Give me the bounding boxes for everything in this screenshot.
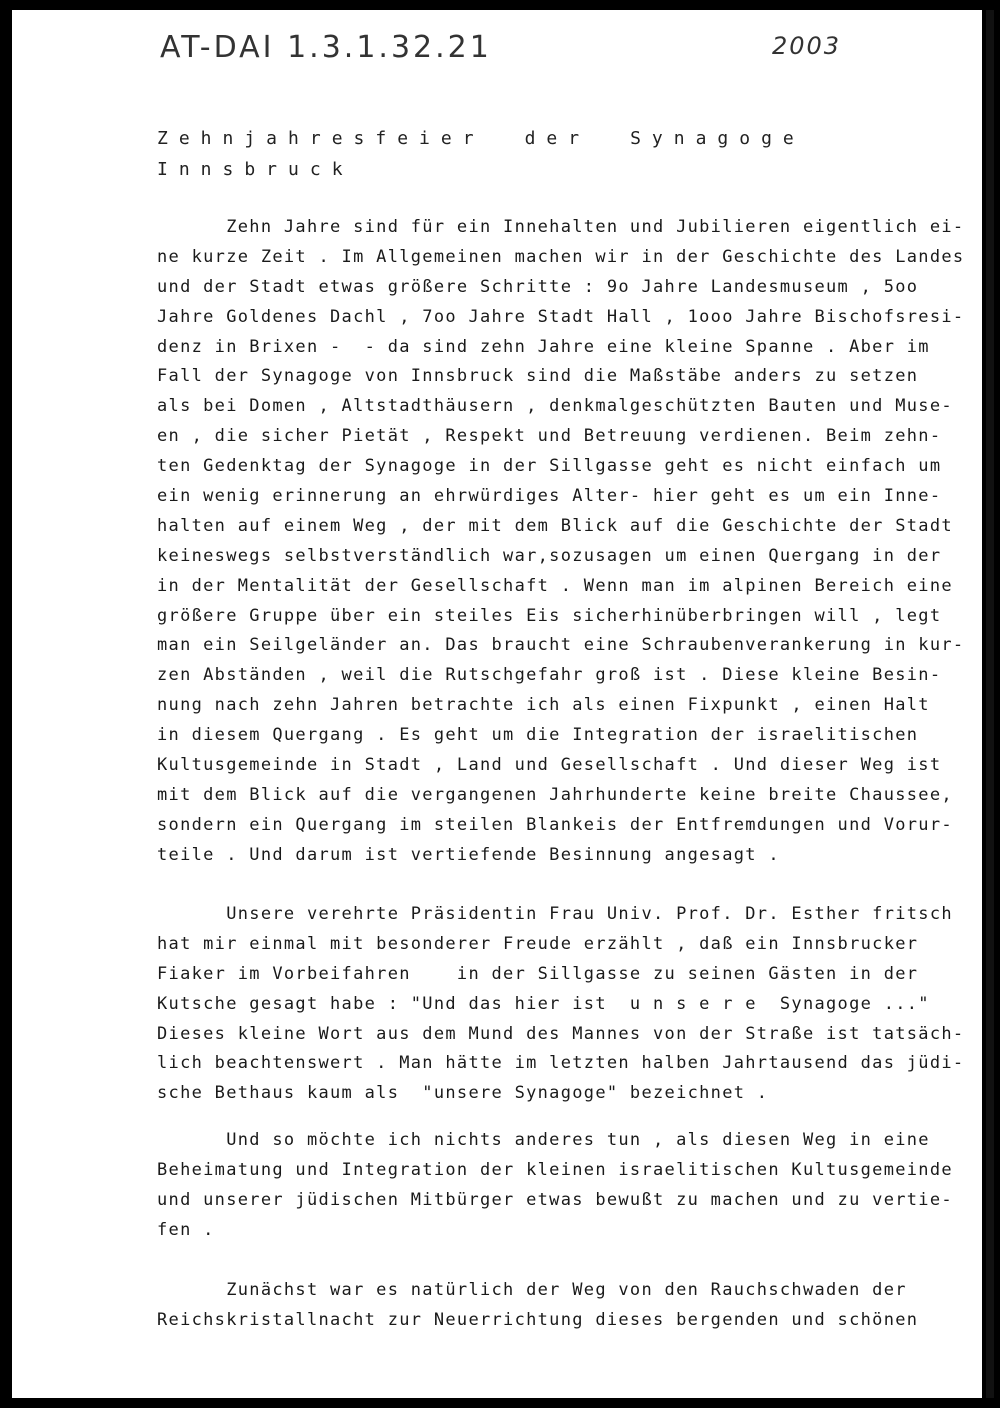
text-line: sondern ein Quergang im steilen Blankeis der Entfremdungen und Vorur- xyxy=(157,814,953,835)
text-line: als bei Domen , Altstadthäusern , denkmalgeschützten Bauten und Muse- xyxy=(157,396,953,417)
text-line: Dieses kleine Wort aus dem Mund des Mannes von der Straße ist tatsäch- xyxy=(157,1023,965,1044)
title-word-1: Zehnjahresfeier xyxy=(157,128,485,149)
text-line: Jahre Goldenes Dachl , 7oo Jahre Stadt Hall , 1ooo Jahre Bischofsresi- xyxy=(157,306,965,327)
text-line: sche Bethaus kaum als "unsere Synagoge" bezeichnet . xyxy=(157,1083,769,1104)
text-line: größere Gruppe über ein steiles Eis sicherhinüberbringen will , legt xyxy=(157,605,942,626)
document-title xyxy=(157,123,937,185)
text-line: ein wenig erinnerung an ehrwürdiges Alter- hier geht es um ein Inne- xyxy=(157,486,942,507)
paragraph-2 xyxy=(157,900,992,1109)
paragraph-3 xyxy=(157,1126,992,1246)
text-line: und unserer jüdischen Mitbürger etwas bewußt zu machen und zu vertie- xyxy=(157,1189,953,1210)
text-line: teile . Und darum ist vertiefende Besinnung angesagt . xyxy=(157,844,780,865)
text-line: Zehn Jahre sind für ein Innehalten und Jubilieren eigentlich ei- xyxy=(157,217,965,237)
title-word-2: der xyxy=(524,128,591,149)
text-line: en , die sicher Pietät , Respekt und Betreuung verdienen. Beim zehn- xyxy=(157,426,942,447)
text-line: Fiaker im Vorbeifahren in der Sillgasse zu seinen Gästen in der xyxy=(157,963,919,984)
text-line: Reichskristallnacht zur Neuerrichtung dieses bergenden und schönen xyxy=(157,1309,919,1330)
text-line: halten auf einem Weg , der mit dem Blick auf die Geschichte der Stadt xyxy=(157,515,953,536)
text-line: in diesem Quergang . Es geht um die Integration der israelitischen xyxy=(157,725,919,746)
document-page xyxy=(12,10,982,1398)
title-line-1 xyxy=(157,123,937,154)
text-line: ne kurze Zeit . Im Allgemeinen machen wir in der Geschichte des Landes xyxy=(157,246,965,267)
text-line: Und so möchte ich nichts anderes tun , als diesen Weg in eine xyxy=(157,1130,930,1150)
text-line: Beheimatung und Integration der kleinen israelitischen Kultusgemeinde xyxy=(157,1159,953,1180)
paragraph-4 xyxy=(157,1276,992,1336)
text-line: Kultusgemeinde in Stadt , Land und Gesellschaft . Und dieser Weg ist xyxy=(157,755,942,776)
text-line: mit dem Blick auf die vergangenen Jahrhunderte keine breite Chaussee, xyxy=(157,784,953,805)
text-line: fen . xyxy=(157,1219,215,1240)
text-line: ten Gedenktag der Synagoge in der Sillgasse geht es nicht einfach um xyxy=(157,456,942,477)
title-line-2: Innsbruck xyxy=(157,159,354,180)
text-line: hat mir einmal mit besonderer Freude erzählt , daß ein Innsbrucker xyxy=(157,933,919,954)
title-word-3: Synagoge xyxy=(630,128,805,149)
text-line: zen Abständen , weil die Rutschgefahr groß ist . Diese kleine Besin- xyxy=(157,665,942,686)
paragraph-1 xyxy=(157,213,992,871)
text-line: Zunächst war es natürlich der Weg von den Rauchschwaden der xyxy=(157,1280,907,1300)
year-note: 2003 xyxy=(772,32,842,60)
text-line: man ein Seilgeländer an. Das braucht eine Schraubenverankerung in kur- xyxy=(157,635,965,656)
text-line: keineswegs selbstverständlich war,sozusagen um einen Quergang in der xyxy=(157,545,942,566)
text-line: Unsere verehrte Präsidentin Frau Univ. Prof. Dr. Esther fritsch xyxy=(157,904,953,924)
text-line: in der Mentalität der Gesellschaft . Wenn man im alpinen Bereich eine xyxy=(157,575,953,596)
text-line: lich beachtenswert . Man hätte im letzten halben Jahrtausend das jüdi- xyxy=(157,1053,965,1074)
text-line: Fall der Synagoge von Innsbruck sind die Maßstäbe anders zu setzen xyxy=(157,366,919,387)
archive-reference: AT-DAI 1.3.1.32.21 xyxy=(160,30,492,65)
text-line: und der Stadt etwas größere Schritte : 9o Jahre Landesmuseum , 5oo xyxy=(157,276,919,297)
text-line: nung nach zehn Jahren betrachte ich als einen Fixpunkt , einen Halt xyxy=(157,695,930,716)
text-line: Kutsche gesagt habe : "Und das hier ist u n s e r e Synagoge ..." xyxy=(157,993,930,1014)
text-line: denz in Brixen - - da sind zehn Jahre eine kleine Spanne . Aber im xyxy=(157,336,930,357)
